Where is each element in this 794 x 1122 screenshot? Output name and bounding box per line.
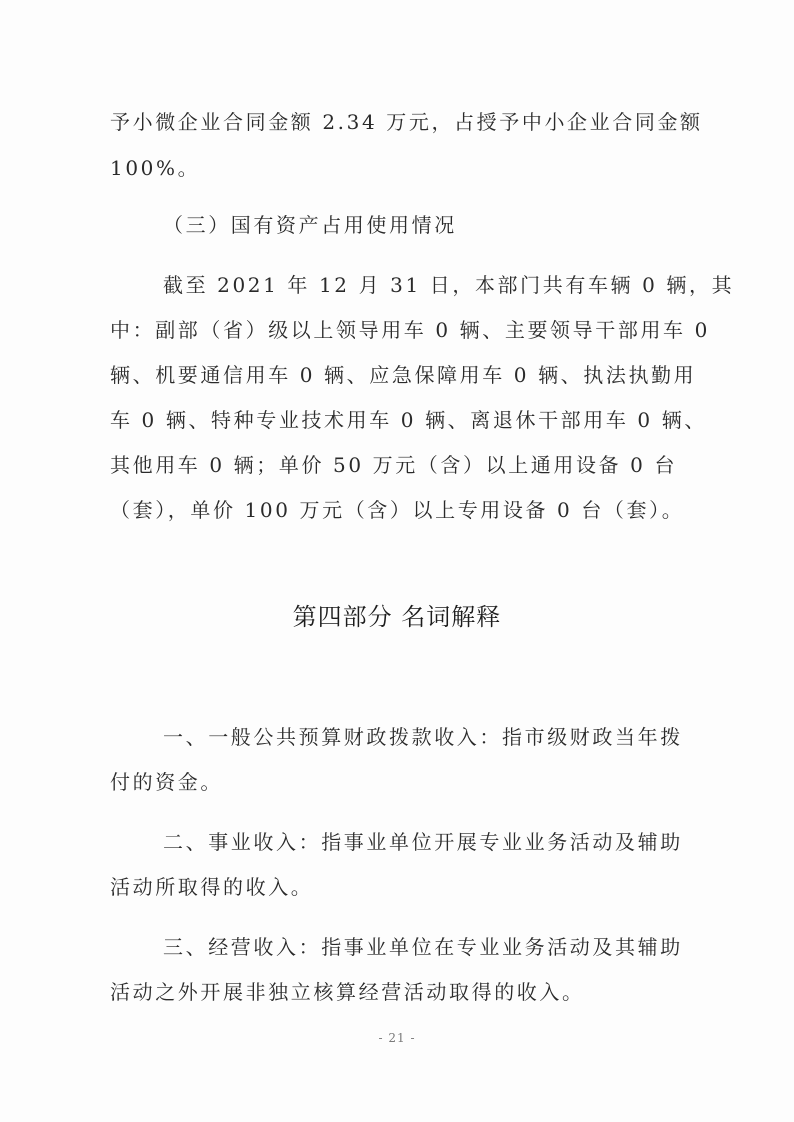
definition-line: 活动所取得的收入。 [110,875,314,899]
assets-subheading: （三）国有资产占用使用情况 [163,213,457,237]
assets-text-line: 其他用车 0 辆；单价 50 万元（含）以上通用设备 0 台 [110,453,678,477]
assets-text-line: 辆、机要通信用车 0 辆、应急保障用车 0 辆、执法执勤用 [110,363,697,387]
section-title: 第四部分 名词解释 [292,603,502,631]
assets-text-line: （套），单价 100 万元（含）以上专用设备 0 台（套）。 [110,498,685,522]
definition-line: 三、经营收入：指事业单位在专业业务活动及其辅助 [163,935,683,959]
definition-line: 活动之外开展非独立核算经营活动取得的收入。 [110,980,585,1004]
definition-line: 二、事业收入：指事业单位开展专业业务活动及辅助 [163,830,683,854]
procurement-text-line: 100%。 [110,156,201,180]
procurement-text-line: 予小微企业合同金额 2.34 万元，占授予中小企业合同金额 [110,110,703,134]
assets-text-line: 截至 2021 年 12 月 31 日，本部门共有车辆 0 辆，其 [163,273,735,297]
assets-text-line: 车 0 辆、特种专业技术用车 0 辆、离退休干部用车 0 辆、 [110,408,707,432]
definition-line: 一、一般公共预算财政拨款收入：指市级财政当年拨 [163,725,683,749]
assets-text-line: 中：副部（省）级以上领导用车 0 辆、主要领导干部用车 0 [110,318,710,342]
page-number: - 21 - [378,1031,416,1045]
definition-line: 付的资金。 [110,770,223,794]
